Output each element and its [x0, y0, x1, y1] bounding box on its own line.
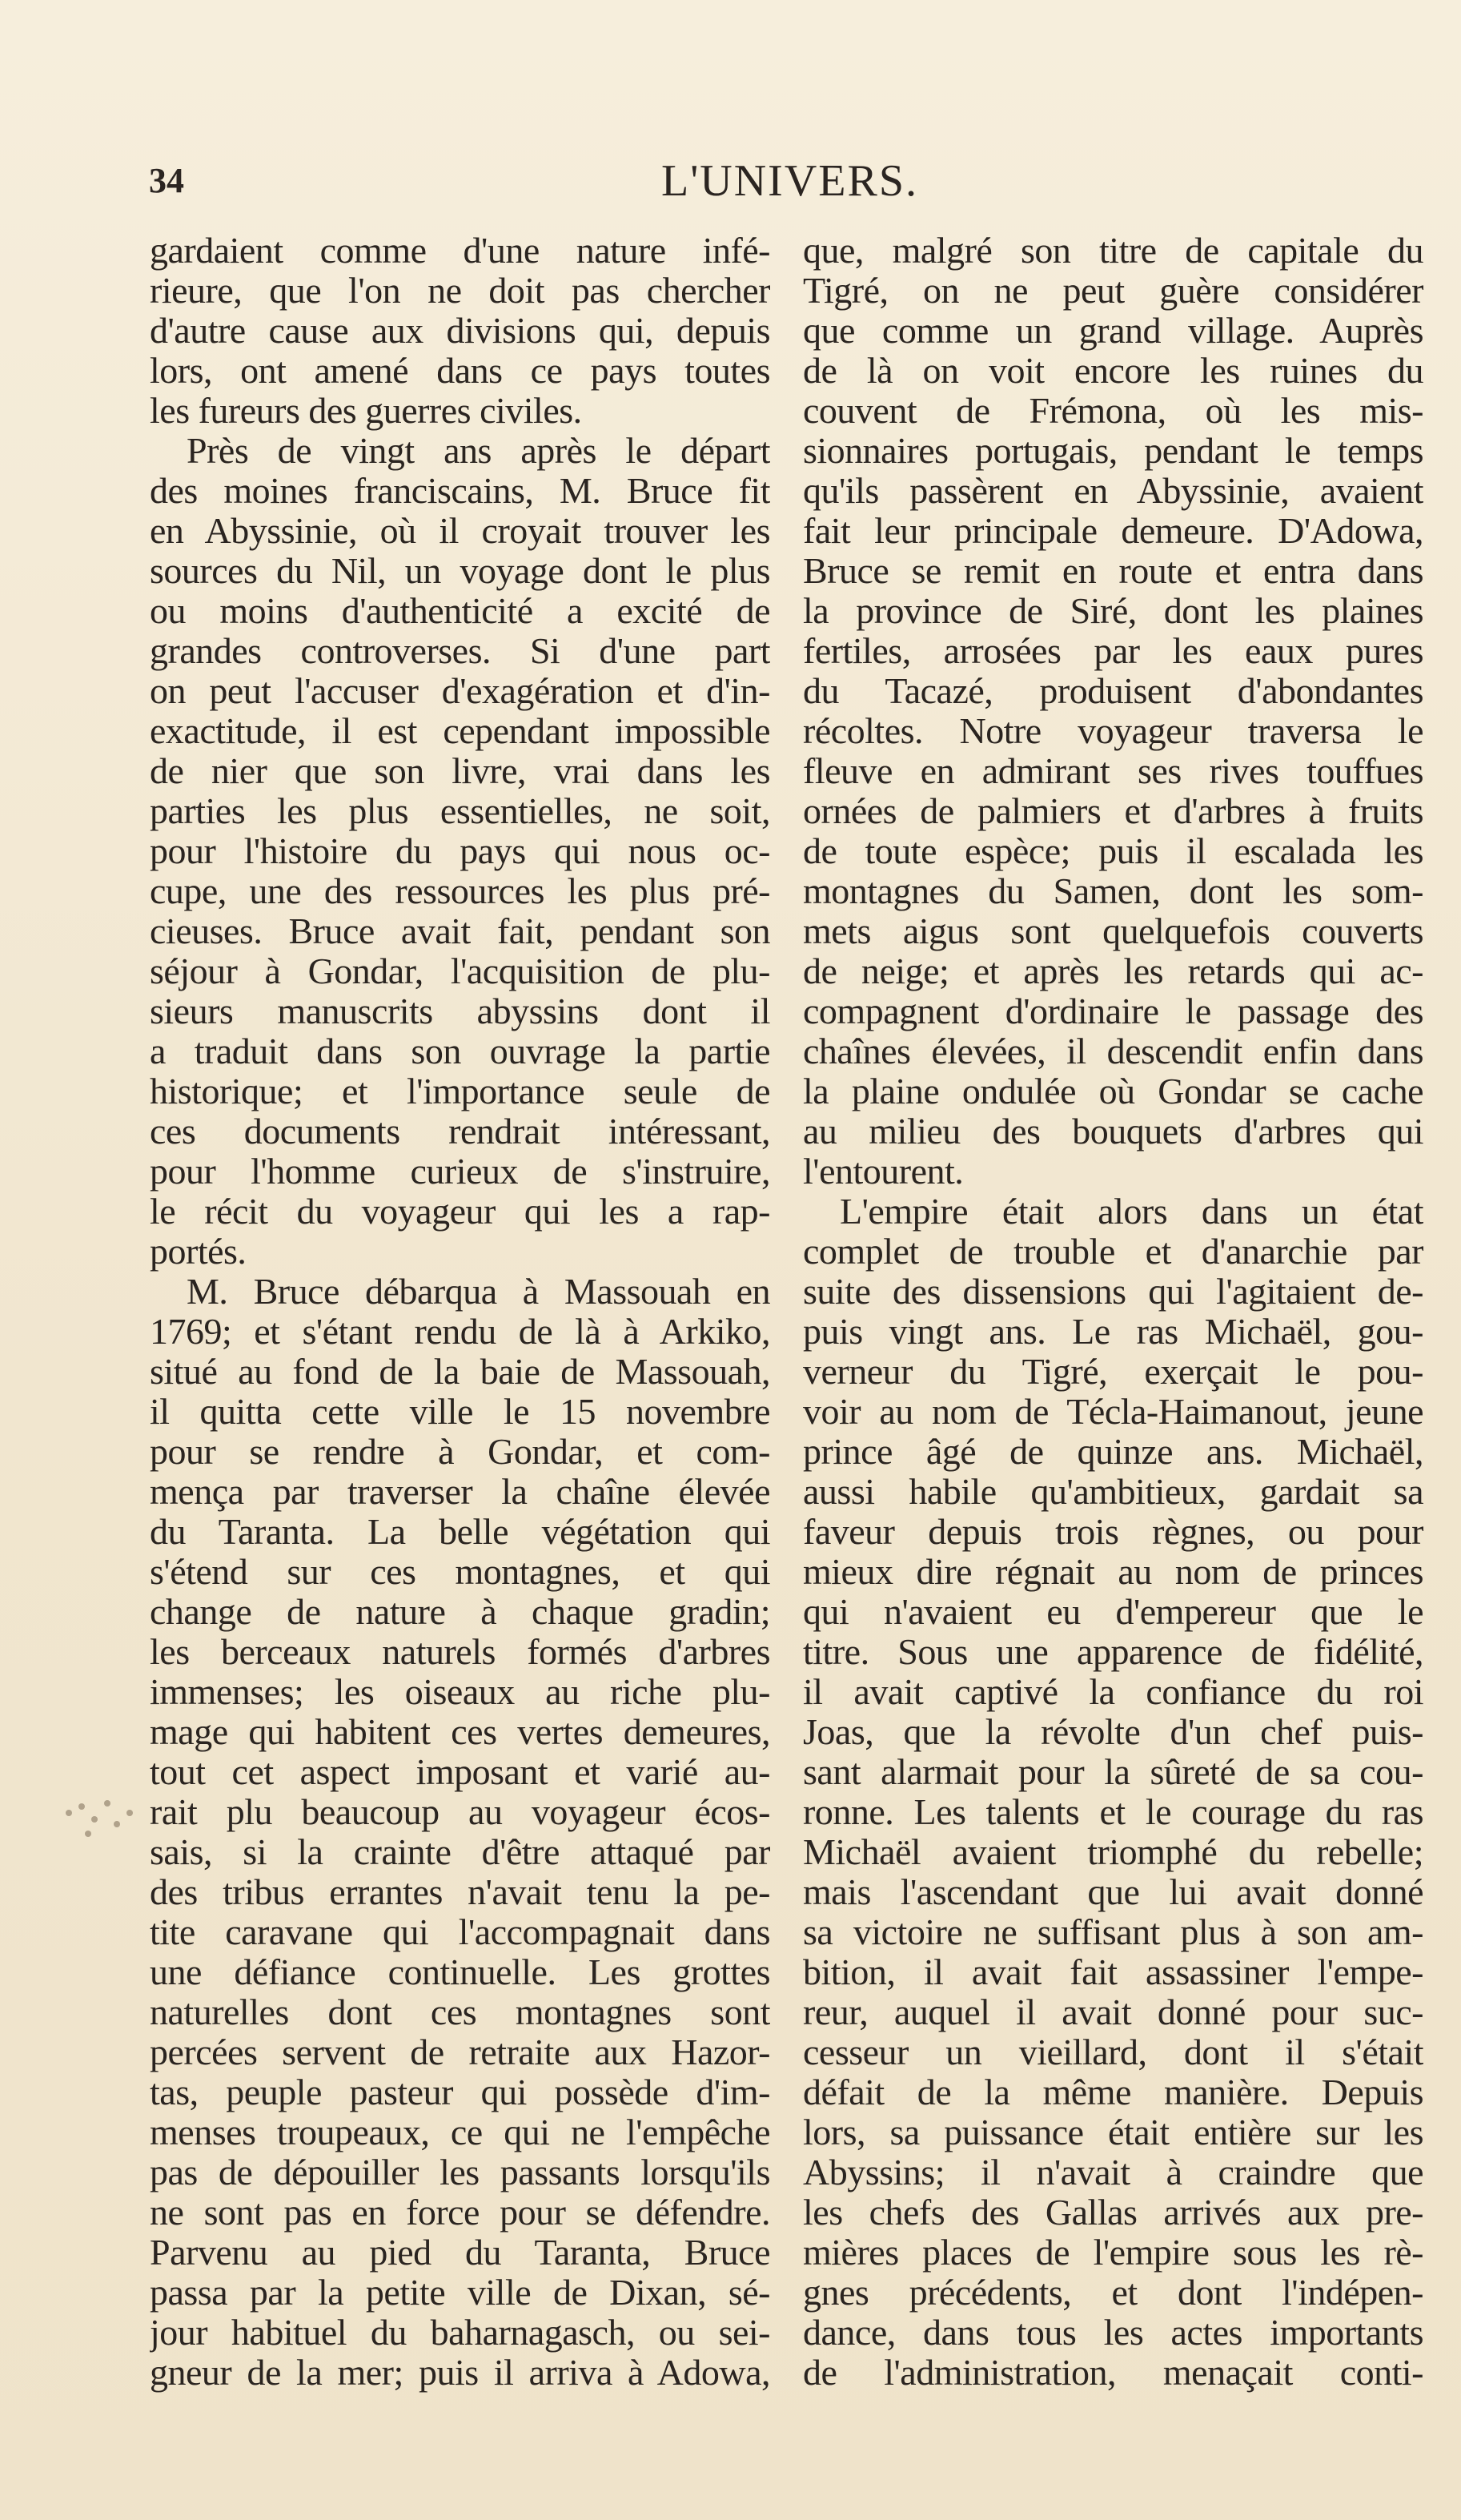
page-header: [149, 157, 1398, 213]
text-line: suite des dissensions qui l'agitaient de-: [803, 1272, 1423, 1312]
text-line: mença par traverser la chaîne élevée: [150, 1472, 770, 1512]
text-line: passa par la petite ville de Dixan, sé-: [150, 2273, 770, 2313]
text-line: voir au nom de Técla-Haimanout, jeune: [803, 1392, 1423, 1432]
text-line: menses troupeaux, ce qui ne l'empêche: [150, 2112, 770, 2152]
text-line: mieux dire régnait au nom de princes: [803, 1552, 1423, 1592]
text-line: pour l'histoire du pays qui nous oc-: [150, 831, 770, 871]
text-line: portés.: [150, 1232, 247, 1272]
left-text-column: [150, 231, 770, 2393]
margin-ink-stain: [58, 1786, 146, 1858]
text-line: de l'administration, menaçait conti-: [803, 2353, 1423, 2393]
text-line: bition, il avait fait assassiner l'empe-: [803, 1952, 1423, 1992]
text-line: l'entourent.: [803, 1151, 964, 1192]
text-line: a traduit dans son ouvrage la partie: [150, 1031, 770, 1071]
text-line: compagnent d'ordinaire le passage des: [803, 991, 1423, 1031]
text-line: cieuses. Bruce avait fait, pendant son: [150, 911, 770, 951]
text-line: percées servent de retraite aux Hazor-: [150, 2032, 770, 2072]
text-line: Abyssins; il n'avait à craindre que: [803, 2152, 1423, 2192]
text-line: sant alarmait pour la sûreté de sa cou-: [803, 1752, 1423, 1792]
text-line: L'empire était alors dans un état: [840, 1192, 1423, 1232]
text-line: ronne. Les talents et le courage du ras: [803, 1792, 1423, 1832]
text-line: Michaël avaient triomphé du rebelle;: [803, 1832, 1423, 1872]
text-line: exactitude, il est cependant impossible: [150, 711, 770, 751]
text-line: puis vingt ans. Le ras Michaël, gou-: [803, 1312, 1423, 1352]
text-line: mières places de l'empire sous les rè-: [803, 2233, 1423, 2273]
text-line: une défiance continuelle. Les grottes: [150, 1952, 770, 1992]
text-line: tout cet aspect imposant et varié au-: [150, 1752, 770, 1792]
right-text-column: [803, 231, 1423, 2393]
text-line: M. Bruce débarqua à Massouah en: [187, 1272, 770, 1312]
text-line: parties les plus essentielles, ne soit,: [150, 791, 770, 831]
text-line: de toute espèce; puis il escalada les: [803, 831, 1423, 871]
text-line: couvent de Frémona, où les mis-: [803, 391, 1423, 431]
text-line: grandes controverses. Si d'une part: [150, 631, 770, 671]
text-line: s'étend sur ces montagnes, et qui: [150, 1552, 770, 1592]
text-line: de neige; et après les retards qui ac-: [803, 951, 1423, 991]
text-line: d'autre cause aux divisions qui, depuis: [150, 311, 770, 351]
text-line: Bruce se remit en route et entra dans: [803, 551, 1423, 591]
text-line: gardaient comme d'une nature infé-: [150, 231, 770, 271]
text-line: pour se rendre à Gondar, et com-: [150, 1432, 770, 1472]
text-line: il avait captivé la confiance du roi: [803, 1672, 1423, 1712]
text-line: de nier que son livre, vrai dans les: [150, 751, 770, 791]
text-line: dance, dans tous les actes importants: [803, 2313, 1423, 2353]
text-line: cupe, une des ressources les plus pré-: [150, 871, 770, 911]
text-line: récoltes. Notre voyageur traversa le: [803, 711, 1423, 751]
text-line: les berceaux naturels formés d'arbres: [150, 1632, 770, 1672]
text-line: Parvenu au pied du Taranta, Bruce: [150, 2233, 770, 2273]
text-line: la province de Siré, dont les plaines: [803, 591, 1423, 631]
text-line: Joas, que la révolte d'un chef puis-: [803, 1712, 1423, 1752]
text-line: fleuve en admirant ses rives touffues: [803, 751, 1423, 791]
text-line: tite caravane qui l'accompagnait dans: [150, 1912, 770, 1952]
text-line: titre. Sous une apparence de fidélité,: [803, 1632, 1423, 1672]
text-line: qui n'avaient eu d'empereur que le: [803, 1592, 1423, 1632]
text-line: lors, ont amené dans ce pays toutes: [150, 351, 770, 391]
text-line: ornées de palmiers et d'arbres à fruits: [803, 791, 1423, 831]
text-line: reur, auquel il avait donné pour suc-: [803, 1992, 1423, 2032]
text-line: rait plu beaucoup au voyageur écos-: [150, 1792, 770, 1832]
text-line: les fureurs des guerres civiles.: [150, 391, 582, 431]
text-line: on peut l'accuser d'exagération et d'in-: [150, 671, 770, 711]
text-line: Tigré, on ne peut guère considérer: [803, 271, 1423, 311]
text-line: verneur du Tigré, exerçait le pou-: [803, 1352, 1423, 1392]
text-line: en Abyssinie, où il croyait trouver les: [150, 511, 770, 551]
text-line: pas de dépouiller les passants lorsqu'ils: [150, 2152, 770, 2192]
text-line: immenses; les oiseaux au riche plu-: [150, 1672, 770, 1712]
text-line: 1769; et s'étant rendu de là à Arkiko,: [150, 1312, 770, 1352]
text-line: mais l'ascendant que lui avait donné: [803, 1872, 1423, 1912]
text-line: prince âgé de quinze ans. Michaël,: [803, 1432, 1423, 1472]
text-line: que comme un grand village. Auprès: [803, 311, 1423, 351]
text-line: du Taranta. La belle végétation qui: [150, 1512, 770, 1552]
text-line: sais, si la crainte d'être attaqué par: [150, 1832, 770, 1872]
text-line: lors, sa puissance était entière sur les: [803, 2112, 1423, 2152]
text-line: cesseur un vieillard, dont il s'était: [803, 2032, 1423, 2072]
text-line: au milieu des bouquets d'arbres qui: [803, 1111, 1423, 1151]
text-line: aussi habile qu'ambitieux, gardait sa: [803, 1472, 1423, 1512]
text-line: gneur de la mer; puis il arriva à Adowa,: [150, 2353, 770, 2393]
text-line: ne sont pas en force pour se défendre.: [150, 2192, 770, 2233]
text-line: montagnes du Samen, dont les som-: [803, 871, 1423, 911]
text-line: de là on voit encore les ruines du: [803, 351, 1423, 391]
text-line: la plaine ondulée où Gondar se cache: [803, 1071, 1423, 1111]
running-title: L'UNIVERS.: [661, 156, 918, 206]
text-line: sources du Nil, un voyage dont le plus: [150, 551, 770, 591]
text-line: il quitta cette ville le 15 novembre: [150, 1392, 770, 1432]
text-line: ces documents rendrait intéressant,: [150, 1111, 770, 1151]
text-line: ou moins d'authenticité a excité de: [150, 591, 770, 631]
text-line: le récit du voyageur qui les a rap-: [150, 1192, 770, 1232]
page-number: 34: [149, 161, 184, 200]
text-line: Près de vingt ans après le départ: [187, 431, 770, 471]
text-line: gnes précédents, et dont l'indépen-: [803, 2273, 1423, 2313]
text-line: sa victoire ne suffisant plus à son am-: [803, 1912, 1423, 1952]
text-line: mets aigus sont quelquefois couverts: [803, 911, 1423, 951]
text-line: qu'ils passèrent en Abyssinie, avaient: [803, 471, 1423, 511]
text-line: fait leur principale demeure. D'Adowa,: [803, 511, 1423, 551]
text-line: rieure, que l'on ne doit pas chercher: [150, 271, 770, 311]
text-line: que, malgré son titre de capitale du: [803, 231, 1423, 271]
text-line: naturelles dont ces montagnes sont: [150, 1992, 770, 2032]
text-line: change de nature à chaque gradin;: [150, 1592, 770, 1632]
text-line: sieurs manuscrits abyssins dont il: [150, 991, 770, 1031]
text-line: chaînes élevées, il descendit enfin dans: [803, 1031, 1423, 1071]
text-line: mage qui habitent ces vertes demeures,: [150, 1712, 770, 1752]
text-line: fertiles, arrosées par les eaux pures: [803, 631, 1423, 671]
text-line: complet de trouble et d'anarchie par: [803, 1232, 1423, 1272]
text-line: tas, peuple pasteur qui possède d'im-: [150, 2072, 770, 2112]
text-line: situé au fond de la baie de Massouah,: [150, 1352, 770, 1392]
text-line: les chefs des Gallas arrivés aux pre-: [803, 2192, 1423, 2233]
text-line: défait de la même manière. Depuis: [803, 2072, 1423, 2112]
text-line: pour l'homme curieux de s'instruire,: [150, 1151, 770, 1192]
text-line: du Tacazé, produisent d'abondantes: [803, 671, 1423, 711]
text-line: sionnaires portugais, pendant le temps: [803, 431, 1423, 471]
text-line: faveur depuis trois règnes, ou pour: [803, 1512, 1423, 1552]
text-line: jour habituel du baharnagasch, ou sei-: [150, 2313, 770, 2353]
text-line: des tribus errantes n'avait tenu la pe-: [150, 1872, 770, 1912]
text-line: des moines franciscains, M. Bruce fit: [150, 471, 770, 511]
text-line: séjour à Gondar, l'acquisition de plu-: [150, 951, 770, 991]
text-line: historique; et l'importance seule de: [150, 1071, 770, 1111]
